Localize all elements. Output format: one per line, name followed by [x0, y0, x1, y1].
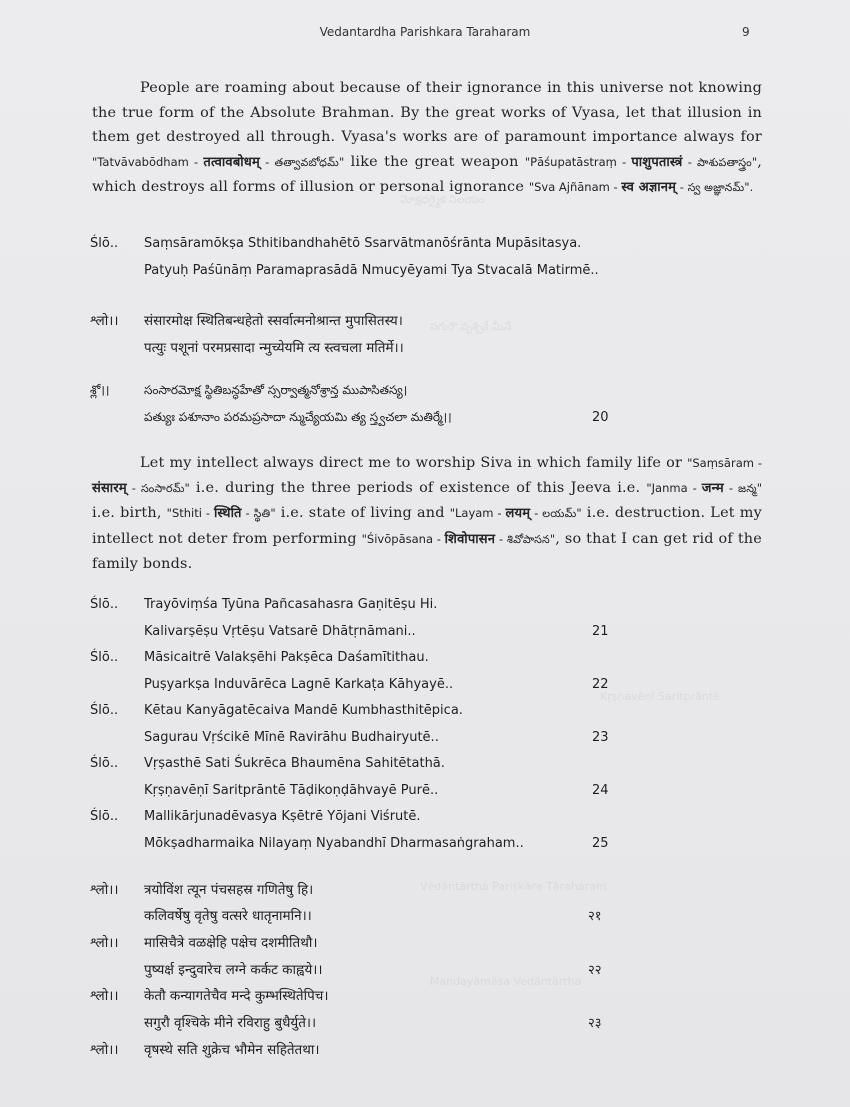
verse-label: श्लो।।: [90, 935, 119, 951]
quote-close: ": [184, 480, 190, 495]
telugu-term: తత్వావబోధమ్: [274, 155, 339, 169]
verse-text: Trayōviṃśa Tyūna Pañcasahasra Gaṇitēṣu Hi.: [144, 597, 438, 612]
verse-line: [90, 597, 730, 619]
verse-text: वृषस्थे सति शुक्रेच भौमेन सहितेतथा।: [144, 1042, 320, 1058]
verse-label: Ślō..: [90, 703, 119, 718]
verse-text: संसारमोक्ष स्थितिबन्धहेतो स्सर्वात्मनोश्रान्त मुपासितस्य।: [144, 313, 403, 329]
verse-line: [90, 756, 730, 778]
verse-line: [90, 311, 730, 333]
quote-close: ": [270, 506, 276, 520]
verse-line: [90, 624, 730, 646]
paragraph-text: i.e. destruction. Let my intellect not deter from performing: [92, 505, 762, 547]
verse-label: Ślō..: [90, 597, 119, 612]
devanagari-term: तत्वावबोधम्: [203, 154, 260, 170]
separator: -: [241, 506, 254, 520]
verse-text: Patyuḥ Paśūnāṃ Paramaprasādā Nmucyēyami Tya Stvacalā Matirmē..: [144, 263, 599, 278]
verse-text: సంసారమోక్ష స్థితిబన్ధహేతో స్సర్వాత్మనోశ్రాన్త ముపాసితస్య।: [144, 383, 408, 397]
verse-number: २१: [588, 909, 602, 924]
verse-line: [90, 703, 730, 725]
verse-line: [90, 960, 730, 982]
devanagari-term: स्थिति: [213, 506, 242, 521]
quoted-term: "Śivōpāsana -: [361, 531, 445, 546]
verse-line: [90, 1040, 730, 1062]
verse-line: [90, 410, 730, 432]
bleed-through-text: Vēdāntārtha Pariṣkāra Tāraharam: [420, 880, 607, 893]
paragraph-explanation: [92, 451, 762, 577]
quote-close: ": [549, 531, 556, 546]
verse-number: 23: [592, 730, 609, 745]
verse-number: 20: [592, 410, 609, 425]
telugu-term: స్థితి: [253, 507, 271, 520]
verse-label: Ślō..: [90, 650, 119, 665]
quote-close: ": [576, 506, 582, 520]
verse-line: [90, 880, 730, 902]
verse-label: శ్లో।।: [90, 383, 110, 397]
paragraph-text: , which destroys all forms of illusion or personal ignorance: [92, 153, 762, 195]
separator: -: [530, 506, 543, 520]
verse-line: [90, 783, 730, 805]
verse-text: Kalivarṣēṣu Vṛtēṣu Vatsarē Dhātṛnāmani..: [144, 624, 416, 639]
verse-text: Puṣyarkṣa Induvārēca Lagnē Karkaṭa Kāhyayē..: [144, 677, 454, 692]
telugu-term: జన్మ: [737, 481, 757, 495]
verse-label: श्लो।।: [90, 988, 119, 1004]
verse-text: Mallikārjunadēvasya Kṣētrē Yōjani Viśrutē.: [144, 809, 421, 824]
verse-label: Ślō..: [90, 809, 119, 824]
verse-label: Ślō..: [90, 236, 119, 251]
verse-line: [90, 263, 730, 285]
verse-line: [90, 986, 730, 1008]
separator: -: [495, 531, 507, 546]
quoted-term: "Layam -: [449, 506, 506, 520]
verse-line: [90, 338, 730, 360]
devanagari-term: पाशुपतास्त्रं: [631, 154, 683, 170]
separator: -: [682, 154, 698, 169]
verse-number: 21: [592, 624, 609, 639]
telugu-term: పాశుపతాస్త్రం: [697, 155, 752, 169]
separator: -: [259, 154, 275, 169]
verse-text: Kṛṣṇavēṇī Saritprāntē Tāḍikoṇḍāhvayē Purē..: [144, 783, 439, 798]
paragraph-text: People are roaming about because of their ignorance in this universe not knowing the true form of the Absolute Brahman. By the great works of Vyasa, let that illusion in them get destroyed all through. Vyasa's works are of paramount importance always for: [92, 80, 762, 145]
quote-close: ".: [744, 180, 754, 194]
verse-text: Māsicaitrē Valakṣēhi Pakṣēca Daśamītithau.: [144, 650, 429, 665]
quoted-term: "Saṃsāram -: [687, 456, 762, 470]
separator: -: [723, 480, 738, 495]
quoted-term: "Janma -: [646, 480, 702, 495]
verse-number: 25: [592, 836, 609, 851]
verse-line: [90, 906, 730, 928]
verse-line: [90, 730, 730, 752]
devanagari-term: शिवोपासन: [444, 531, 496, 547]
verse-text: Sagurau Vṛścikē Mīnē Ravirāhu Budhairyutē..: [144, 730, 439, 745]
verse-label: Ślō..: [90, 756, 119, 771]
verse-text: Kētau Kanyāgatēcaiva Mandē Kumbhasthitēpica.: [144, 703, 463, 718]
verse-text: त्रयोविंश त्यून पंचसहस्र गणितेषु हि।: [144, 882, 314, 898]
paragraph-text: , so that I can get rid of the family bonds.: [92, 530, 762, 572]
devanagari-term: स्व अज्ञानम्: [621, 180, 677, 195]
telugu-term: లయమ్: [542, 507, 577, 520]
devanagari-term: जन्म: [701, 480, 724, 496]
bleed-through-text: Mandayāmāsa Vedāntārtha: [430, 975, 582, 988]
quoted-term: "Pāśupatāstraṃ -: [524, 154, 632, 169]
verse-line: [90, 933, 730, 955]
verse-label: श्लो।।: [90, 882, 119, 898]
verse-line: [90, 383, 730, 405]
verse-text: मासिचैत्रे वळक्षेहि पक्षेच दशमीतिथौ।: [144, 935, 318, 951]
paragraph-text: like the great weapon: [344, 153, 525, 170]
verse-line: [90, 236, 730, 258]
verse-text: पत्युः पशूनां परमप्रसादा न्मुच्येयमि त्य स्त्वचला मतिर्मे।।: [144, 340, 404, 356]
bleed-through-text: మోక్షధర్మైక నిలయం: [400, 193, 485, 206]
verse-text: सगुरौ वृश्चिके मीने रविराहु बुधैर्युते।।: [144, 1015, 317, 1031]
paragraph-text: i.e. birth,: [92, 505, 167, 521]
telugu-term: శివోపాసన: [506, 532, 550, 546]
verse-text: Saṃsāramōkṣa Sthitibandhahētō Ssarvātmanōśrānta Mupāsitasya.: [144, 236, 582, 251]
quote-close: ": [339, 154, 345, 169]
verse-text: Mōkṣadharmaika Nilayaṃ Nyabandhī Dharmasaṅgraham..: [144, 836, 524, 851]
devanagari-term: लयम्: [505, 506, 531, 521]
verse-number: २२: [588, 963, 602, 978]
quoted-term: "Sthiti -: [166, 506, 214, 520]
verse-text: केतौ कन्यागतेचैव मन्दे कुम्भस्थितेपिच।: [144, 988, 329, 1004]
verse-label: श्लो।।: [90, 1042, 119, 1058]
running-title: Vedantardha Parishkara Taraharam: [319, 25, 531, 39]
verse-text: Vṛṣasthē Sati Śukrēca Bhaumēna Sahitētathā.: [144, 756, 445, 771]
paragraph-text: i.e. state of living and: [275, 505, 450, 521]
verse-line: [90, 1013, 730, 1035]
separator: -: [126, 480, 141, 495]
verse-number: 22: [592, 677, 609, 692]
verse-label: श्लो।।: [90, 313, 119, 329]
separator: -: [676, 180, 688, 194]
paragraph-intro: [92, 76, 762, 201]
page-number: 9: [742, 25, 750, 39]
devanagari-term: संसारम्: [92, 480, 127, 496]
verse-number: २३: [588, 1016, 602, 1031]
quote-close: ": [756, 480, 763, 495]
verse-line: [90, 650, 730, 672]
verse-text: पुष्यर्क्ष इन्दुवारेच लग्ने कर्कट काह्वये।।: [144, 962, 323, 978]
paragraph-text: i.e. during the three periods of existence of this Jeeva i.e.: [189, 479, 647, 496]
verse-line: [90, 836, 730, 858]
verse-text: పత్యుః పశూనాం పరమప్రసాదా న్ముచ్యేయమి త్య స్త్వచలా మతిర్మే।।: [144, 410, 452, 424]
running-header: [0, 25, 850, 43]
quoted-term: "Sva Ajñānam -: [528, 180, 622, 194]
quote-close: ": [751, 154, 758, 169]
telugu-term: స్వ అజ్ఞానమ్: [687, 181, 745, 194]
bleed-through-text: Kṛṣṇavēṇī Saritprāntē: [600, 690, 720, 703]
verse-text: कलिवर्षेषु वृतेषु वत्सरे धातृनामनि।।: [144, 908, 312, 924]
paragraph-text: Let my intellect always direct me to worship Siva in which family life or: [140, 455, 688, 471]
verse-number: 24: [592, 783, 609, 798]
quoted-term: "Tatvāvabōdham -: [92, 154, 204, 169]
bleed-through-text: సగురౌ వృశ్చికే మీనే: [430, 320, 512, 333]
verse-line: [90, 677, 730, 699]
telugu-term: సంసారమ్: [140, 481, 185, 495]
verse-line: [90, 809, 730, 831]
